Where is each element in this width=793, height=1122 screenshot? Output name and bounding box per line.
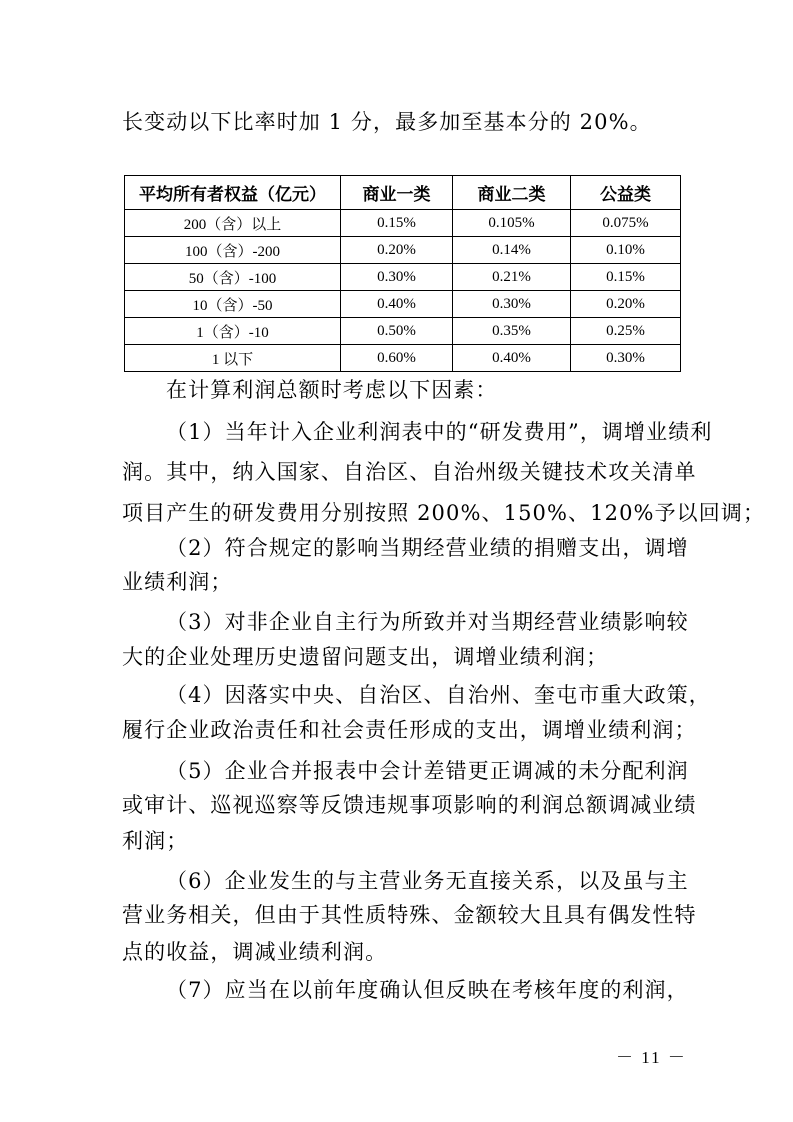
intro-line: 长变动以下比率时加 1 分，最多加至基本分的 20%。 (122, 110, 652, 134)
cell-public-welfare: 0.10% (571, 237, 681, 264)
table-row (125, 264, 681, 291)
cell-commercial-2: 0.14% (453, 237, 571, 264)
table-row (125, 318, 681, 345)
cell-public-welfare: 0.30% (571, 345, 681, 372)
table-header-row (125, 176, 681, 210)
body-line: （6）企业发生的与主营业务无直接关系，以及虽与主 (166, 869, 689, 893)
table-row (125, 210, 681, 237)
table-row (125, 237, 681, 264)
body-line: （1）当年计入企业利润表中的“研发费用”，调增业绩利 (166, 420, 713, 444)
body-line: 营业务相关，但由于其性质特殊、金额较大且具有偶发性特 (122, 903, 697, 927)
cell-equity: 50（含）-100 (125, 264, 341, 291)
body-line: 业绩利润； (122, 570, 233, 594)
cell-public-welfare: 0.25% (571, 318, 681, 345)
header-equity: 平均所有者权益（亿元） (125, 176, 341, 210)
cell-commercial-2: 0.30% (453, 291, 571, 318)
cell-commercial-1: 0.60% (341, 345, 453, 372)
header-public-welfare: 公益类 (571, 176, 681, 210)
table-row (125, 345, 681, 372)
cell-commercial-2: 0.21% (453, 264, 571, 291)
body-line: 点的收益，调减业绩利润。 (122, 940, 388, 964)
body-line: （4）因落实中央、自治区、自治州、奎屯市重大政策， (166, 683, 711, 707)
cell-public-welfare: 0.20% (571, 291, 681, 318)
body-line: 利润； (122, 829, 189, 853)
body-line: （3）对非企业自主行为所致并对当期经营业绩影响较 (166, 610, 689, 634)
cell-equity: 1 以下 (125, 345, 341, 372)
body-line: （2）符合规定的影响当期经营业绩的捐赠支出，调增 (166, 536, 689, 560)
page-number: － 11 － (616, 1048, 687, 1067)
header-commercial-1: 商业一类 (341, 176, 453, 210)
cell-commercial-1: 0.30% (341, 264, 453, 291)
cell-commercial-2: 0.105% (453, 210, 571, 237)
cell-commercial-1: 0.40% (341, 291, 453, 318)
body-line: 在计算利润总额时考虑以下因素： (166, 378, 498, 402)
body-line: 润。其中，纳入国家、自治区、自治州级关键技术攻关清单 (122, 460, 697, 484)
body-line: 或审计、巡视巡察等反馈违规事项影响的利润总额调减业绩 (122, 793, 697, 817)
cell-commercial-2: 0.40% (453, 345, 571, 372)
body-line: 项目产生的研发费用分别按照 200%、150%、120%予以回调； (122, 501, 766, 525)
body-line: （5）企业合并报表中会计差错更正调减的未分配利润 (166, 759, 689, 783)
rate-table (124, 175, 681, 372)
cell-equity: 200（含）以上 (125, 210, 341, 237)
cell-commercial-1: 0.15% (341, 210, 453, 237)
cell-equity: 1（含）-10 (125, 318, 341, 345)
header-commercial-2: 商业二类 (453, 176, 571, 210)
cell-equity: 10（含）-50 (125, 291, 341, 318)
cell-commercial-2: 0.35% (453, 318, 571, 345)
cell-public-welfare: 0.15% (571, 264, 681, 291)
body-line: （7）应当在以前年度确认但反映在考核年度的利润， (166, 978, 689, 1002)
table-row (125, 291, 681, 318)
cell-commercial-1: 0.50% (341, 318, 453, 345)
cell-equity: 100（含）-200 (125, 237, 341, 264)
body-line: 大的企业处理历史遗留问题支出，调增业绩利润； (122, 645, 609, 669)
cell-commercial-1: 0.20% (341, 237, 453, 264)
cell-public-welfare: 0.075% (571, 210, 681, 237)
body-line: 履行企业政治责任和社会责任形成的支出，调增业绩利润； (122, 718, 697, 742)
